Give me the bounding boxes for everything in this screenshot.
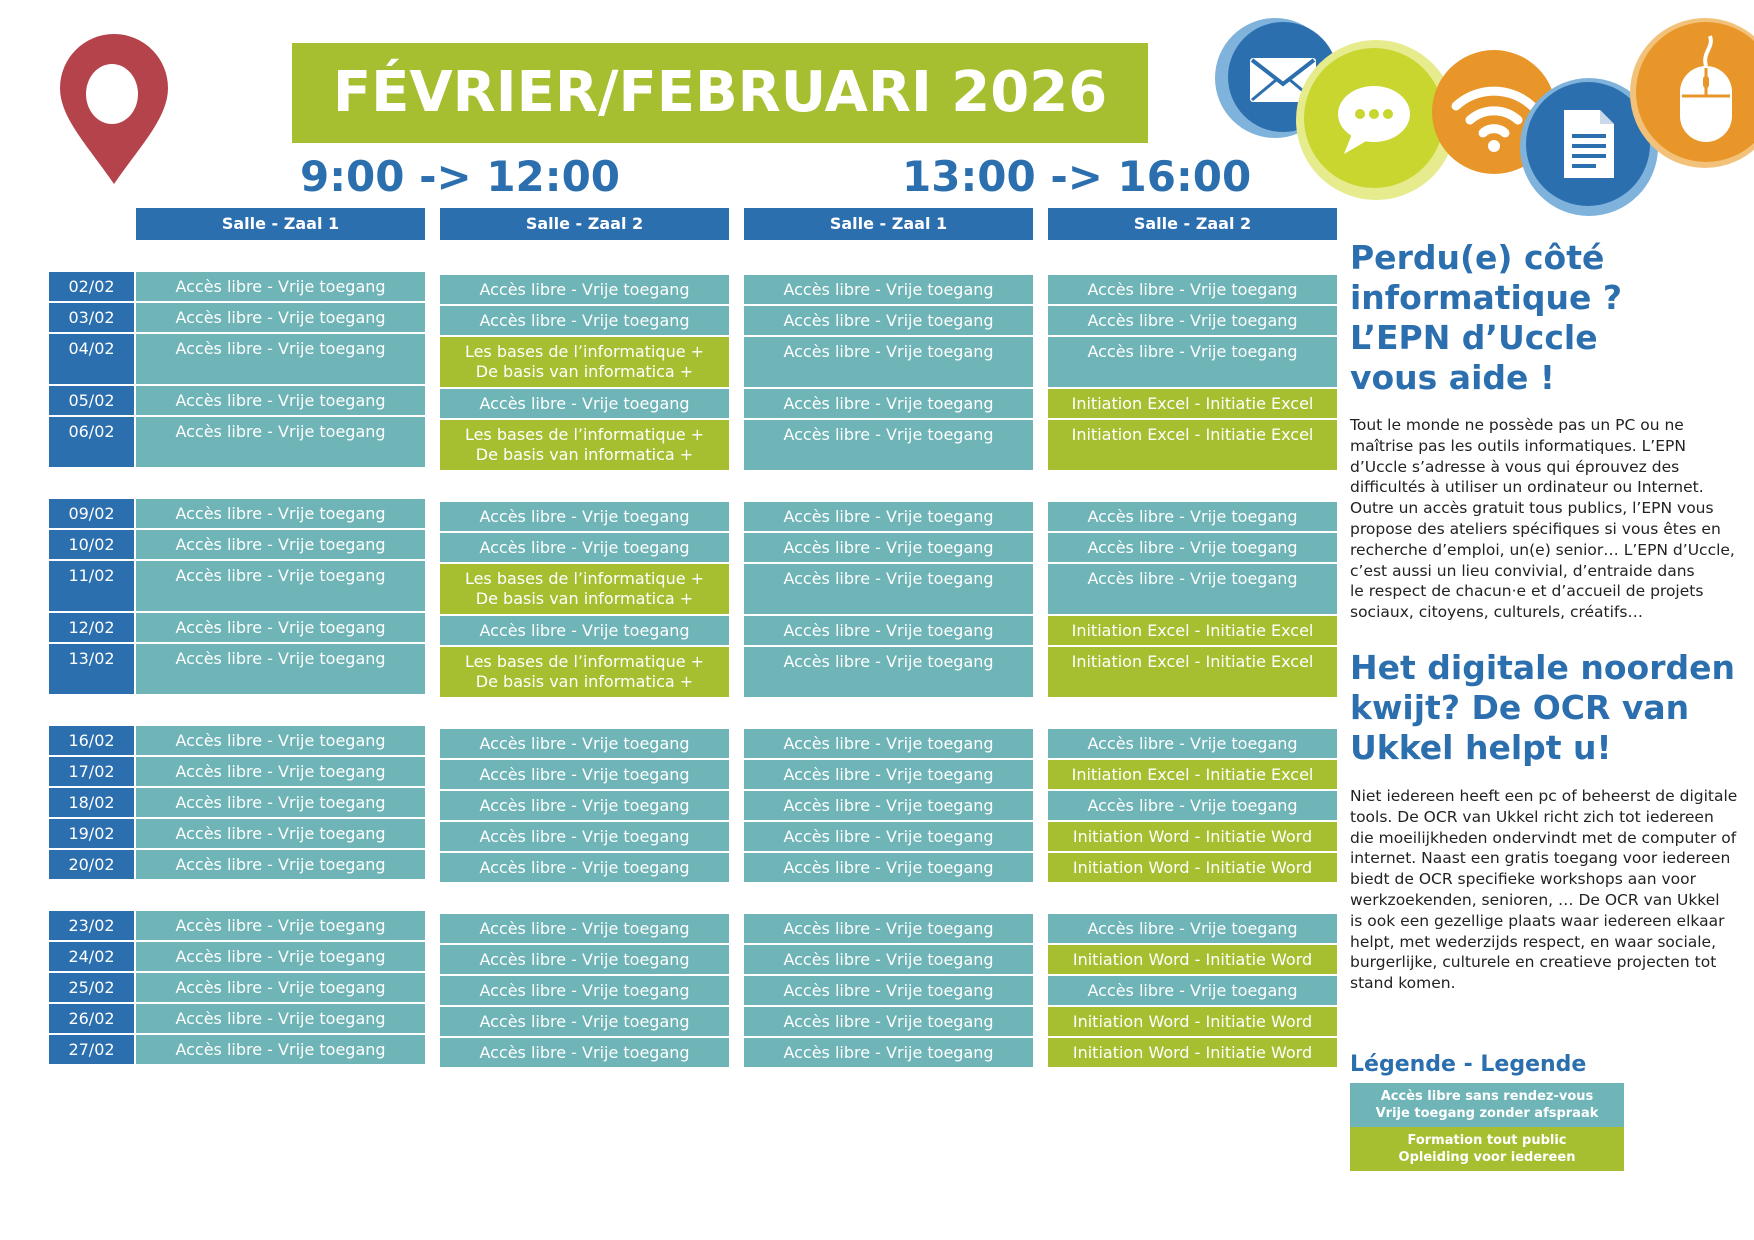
session-cell-word: Initiation Word - Initiatie Word bbox=[1048, 822, 1337, 851]
date-cell: 18/02 bbox=[49, 788, 134, 817]
session-cell-free: Accès libre - Vrije toegang bbox=[136, 272, 425, 301]
speech-circle bbox=[1304, 48, 1444, 188]
session-cell-free: Accès libre - Vrije toegang bbox=[744, 502, 1033, 531]
fr-body-text: Tout le monde ne possède pas un PC ou ne maîtrise pas les outils informatiques. L’EPN d’Uccle s’adresse à vous qui éprouvez des difficultés à utiliser un ordinateur ou Internet. Outre un accès gratuit tous publics, l’EPN vous propose des ateliers spécifiques si vous êtes en recherche d’emploi, un(e) senior… L’EPN d’Uccle, c’est aussi un lieu convivial, d’entraide dans le respect de chacun·e et d’accueil de projets sociaux, citoyens, culturels, créatifs… bbox=[1350, 416, 1735, 622]
session-cell-free: Accès libre - Vrije toegang bbox=[136, 530, 425, 559]
session-cell-free: Accès libre - Vrije toegang bbox=[440, 760, 729, 789]
mouse-icon bbox=[1636, 22, 1754, 162]
legend-title: Légende - Legende bbox=[1350, 1052, 1587, 1077]
date-cell: 06/02 bbox=[49, 417, 134, 467]
session-cell-free: Accès libre - Vrije toegang bbox=[744, 1007, 1033, 1036]
session-cell-free: Accès libre - Vrije toegang bbox=[136, 1035, 425, 1064]
date-cell: 09/02 bbox=[49, 499, 134, 528]
session-cell-free: Accès libre - Vrije toegang bbox=[136, 911, 425, 940]
session-cell-free: Accès libre - Vrije toegang bbox=[136, 499, 425, 528]
date-cell: 04/02 bbox=[49, 334, 134, 384]
session-cell-free: Accès libre - Vrije toegang bbox=[136, 788, 425, 817]
column-header-salle-1-afternoon: Salle - Zaal 1 bbox=[744, 208, 1033, 240]
session-cell-free: Accès libre - Vrije toegang bbox=[1048, 914, 1337, 943]
session-label: De basis van informatica + bbox=[475, 672, 694, 691]
date-cell: 17/02 bbox=[49, 757, 134, 786]
session-cell-free: Accès libre - Vrije toegang bbox=[744, 533, 1033, 562]
fr-headline: Perdu(e) côté informatique ? L’EPN d’Uccle vous aide ! bbox=[1350, 238, 1622, 397]
time-afternoon: 13:00 -> 16:00 bbox=[902, 152, 1252, 201]
date-cell: 20/02 bbox=[49, 850, 134, 879]
session-cell-free: Accès libre - Vrije toegang bbox=[136, 726, 425, 755]
time-morning: 9:00 -> 12:00 bbox=[300, 152, 621, 201]
session-cell-free: Accès libre - Vrije toegang bbox=[1048, 306, 1337, 335]
date-cell: 11/02 bbox=[49, 561, 134, 611]
session-cell-free: Accès libre - Vrije toegang bbox=[440, 1038, 729, 1067]
session-label: De basis van informatica + bbox=[475, 362, 694, 381]
session-cell-free: Accès libre - Vrije toegang bbox=[744, 791, 1033, 820]
session-cell-free: Accès libre - Vrije toegang bbox=[1048, 729, 1337, 758]
session-cell-free: Accès libre - Vrije toegang bbox=[440, 502, 729, 531]
session-cell-free: Accès libre - Vrije toegang bbox=[744, 976, 1033, 1005]
session-cell-free: Accès libre - Vrije toegang bbox=[1048, 564, 1337, 614]
session-cell-word: Initiation Word - Initiatie Word bbox=[1048, 853, 1337, 882]
session-cell-free: Accès libre - Vrije toegang bbox=[136, 850, 425, 879]
session-cell-free: Accès libre - Vrije toegang bbox=[744, 275, 1033, 304]
session-cell-basics bbox=[440, 420, 729, 470]
session-cell-free: Accès libre - Vrije toegang bbox=[1048, 976, 1337, 1005]
session-cell-excel: Initiation Excel - Initiatie Excel bbox=[1048, 420, 1337, 470]
session-label: Les bases de l’informatique + bbox=[464, 569, 705, 588]
session-label: Les bases de l’informatique + bbox=[464, 342, 705, 361]
speech-bubble-icon bbox=[1304, 48, 1444, 188]
session-cell-free: Accès libre - Vrije toegang bbox=[136, 973, 425, 1002]
session-cell-free: Accès libre - Vrije toegang bbox=[744, 564, 1033, 614]
session-cell-free: Accès libre - Vrije toegang bbox=[744, 760, 1033, 789]
session-cell-free: Accès libre - Vrije toegang bbox=[744, 729, 1033, 758]
session-label: Les bases de l’informatique + bbox=[464, 652, 705, 671]
date-cell: 19/02 bbox=[49, 819, 134, 848]
session-cell-free: Accès libre - Vrije toegang bbox=[1048, 337, 1337, 387]
session-cell-free: Accès libre - Vrije toegang bbox=[744, 616, 1033, 645]
session-cell-free: Accès libre - Vrije toegang bbox=[136, 644, 425, 694]
icon-cluster bbox=[1200, 0, 1754, 220]
session-cell-free: Accès libre - Vrije toegang bbox=[1048, 275, 1337, 304]
session-label: De basis van informatica + bbox=[475, 589, 694, 608]
legend-free-access: Accès libre sans rendez-vous Vrije toegang zonder afspraak bbox=[1350, 1083, 1624, 1127]
session-cell-free: Accès libre - Vrije toegang bbox=[136, 386, 425, 415]
session-cell-free: Accès libre - Vrije toegang bbox=[744, 853, 1033, 882]
session-cell-free: Accès libre - Vrije toegang bbox=[440, 945, 729, 974]
session-cell-free: Accès libre - Vrije toegang bbox=[136, 303, 425, 332]
session-cell-free: Accès libre - Vrije toegang bbox=[136, 417, 425, 467]
session-cell-free: Accès libre - Vrije toegang bbox=[136, 1004, 425, 1033]
date-cell: 02/02 bbox=[49, 272, 134, 301]
location-pin-icon bbox=[58, 34, 170, 186]
session-cell-free: Accès libre - Vrije toegang bbox=[136, 819, 425, 848]
session-cell-free: Accès libre - Vrije toegang bbox=[440, 791, 729, 820]
session-cell-free: Accès libre - Vrije toegang bbox=[440, 914, 729, 943]
session-cell-free: Accès libre - Vrije toegang bbox=[744, 822, 1033, 851]
session-label: Les bases de l’informatique + bbox=[464, 425, 705, 444]
session-cell-free: Accès libre - Vrije toegang bbox=[744, 1038, 1033, 1067]
session-cell-free: Accès libre - Vrije toegang bbox=[1048, 533, 1337, 562]
session-cell-free: Accès libre - Vrije toegang bbox=[440, 533, 729, 562]
session-cell-free: Accès libre - Vrije toegang bbox=[744, 337, 1033, 387]
session-cell-word: Initiation Word - Initiatie Word bbox=[1048, 945, 1337, 974]
date-cell: 05/02 bbox=[49, 386, 134, 415]
session-cell-excel: Initiation Excel - Initiatie Excel bbox=[1048, 389, 1337, 418]
date-cell: 25/02 bbox=[49, 973, 134, 1002]
session-cell-basics bbox=[440, 564, 729, 614]
date-cell: 26/02 bbox=[49, 1004, 134, 1033]
column-header-salle-2-afternoon: Salle - Zaal 2 bbox=[1048, 208, 1337, 240]
session-cell-free: Accès libre - Vrije toegang bbox=[744, 306, 1033, 335]
session-label: De basis van informatica + bbox=[475, 445, 694, 464]
session-cell-free: Accès libre - Vrije toegang bbox=[136, 942, 425, 971]
column-header-salle-1-morning: Salle - Zaal 1 bbox=[136, 208, 425, 240]
session-cell-free: Accès libre - Vrije toegang bbox=[1048, 502, 1337, 531]
date-cell: 23/02 bbox=[49, 911, 134, 940]
session-cell-free: Accès libre - Vrije toegang bbox=[440, 822, 729, 851]
session-cell-word: Initiation Word - Initiatie Word bbox=[1048, 1038, 1337, 1067]
session-cell-excel: Initiation Excel - Initiatie Excel bbox=[1048, 647, 1337, 697]
session-cell-free: Accès libre - Vrije toegang bbox=[136, 757, 425, 786]
session-cell-free: Accès libre - Vrije toegang bbox=[440, 1007, 729, 1036]
session-cell-free: Accès libre - Vrije toegang bbox=[440, 729, 729, 758]
session-cell-free: Accès libre - Vrije toegang bbox=[136, 561, 425, 611]
session-cell-free: Accès libre - Vrije toegang bbox=[1048, 791, 1337, 820]
session-cell-free: Accès libre - Vrije toegang bbox=[136, 613, 425, 642]
session-cell-excel: Initiation Excel - Initiatie Excel bbox=[1048, 760, 1337, 789]
session-cell-word: Initiation Word - Initiatie Word bbox=[1048, 1007, 1337, 1036]
session-cell-free: Accès libre - Vrije toegang bbox=[440, 389, 729, 418]
session-cell-excel: Initiation Excel - Initiatie Excel bbox=[1048, 616, 1337, 645]
session-cell-free: Accès libre - Vrije toegang bbox=[440, 853, 729, 882]
session-cell-free: Accès libre - Vrije toegang bbox=[744, 389, 1033, 418]
date-cell: 13/02 bbox=[49, 644, 134, 694]
session-cell-basics bbox=[440, 337, 729, 387]
session-cell-free: Accès libre - Vrije toegang bbox=[744, 914, 1033, 943]
session-cell-free: Accès libre - Vrije toegang bbox=[744, 945, 1033, 974]
session-cell-basics bbox=[440, 647, 729, 697]
mouse-circle bbox=[1636, 22, 1754, 162]
date-cell: 03/02 bbox=[49, 303, 134, 332]
date-cell: 24/02 bbox=[49, 942, 134, 971]
date-cell: 12/02 bbox=[49, 613, 134, 642]
session-cell-free: Accès libre - Vrije toegang bbox=[440, 275, 729, 304]
column-header-salle-2-morning: Salle - Zaal 2 bbox=[440, 208, 729, 240]
session-cell-free: Accès libre - Vrije toegang bbox=[440, 616, 729, 645]
nl-headline: Het digitale noorden kwijt? De OCR van Ukkel helpt u! bbox=[1350, 648, 1735, 767]
session-cell-free: Accès libre - Vrije toegang bbox=[744, 420, 1033, 470]
nl-body-text: Niet iedereen heeft een pc of beheerst de digitale tools. De OCR van Ukkel richt zich tot iedereen die moeilijkheden ondervindt met de computer of internet. Naast een gratis toegang voor iedereen biedt de OCR specifieke workshops aan voor werkzoekenden, senioren, … De OCR van Ukkel is ook een gezellige plaats waar iedereen elkaar helpt, met wederzijds respect, en waar sociale, burgerlijke, culturele en creatieve projecten tot stand komen. bbox=[1350, 787, 1738, 993]
date-cell: 27/02 bbox=[49, 1035, 134, 1064]
date-cell: 16/02 bbox=[49, 726, 134, 755]
session-cell-free: Accès libre - Vrije toegang bbox=[440, 976, 729, 1005]
page-title: FÉVRIER/FEBRUARI 2026 bbox=[292, 43, 1148, 143]
session-cell-free: Accès libre - Vrije toegang bbox=[744, 647, 1033, 697]
session-cell-free: Accès libre - Vrije toegang bbox=[440, 306, 729, 335]
session-cell-free: Accès libre - Vrije toegang bbox=[136, 334, 425, 384]
legend-training: Formation tout public Opleiding voor iedereen bbox=[1350, 1127, 1624, 1171]
date-cell: 10/02 bbox=[49, 530, 134, 559]
